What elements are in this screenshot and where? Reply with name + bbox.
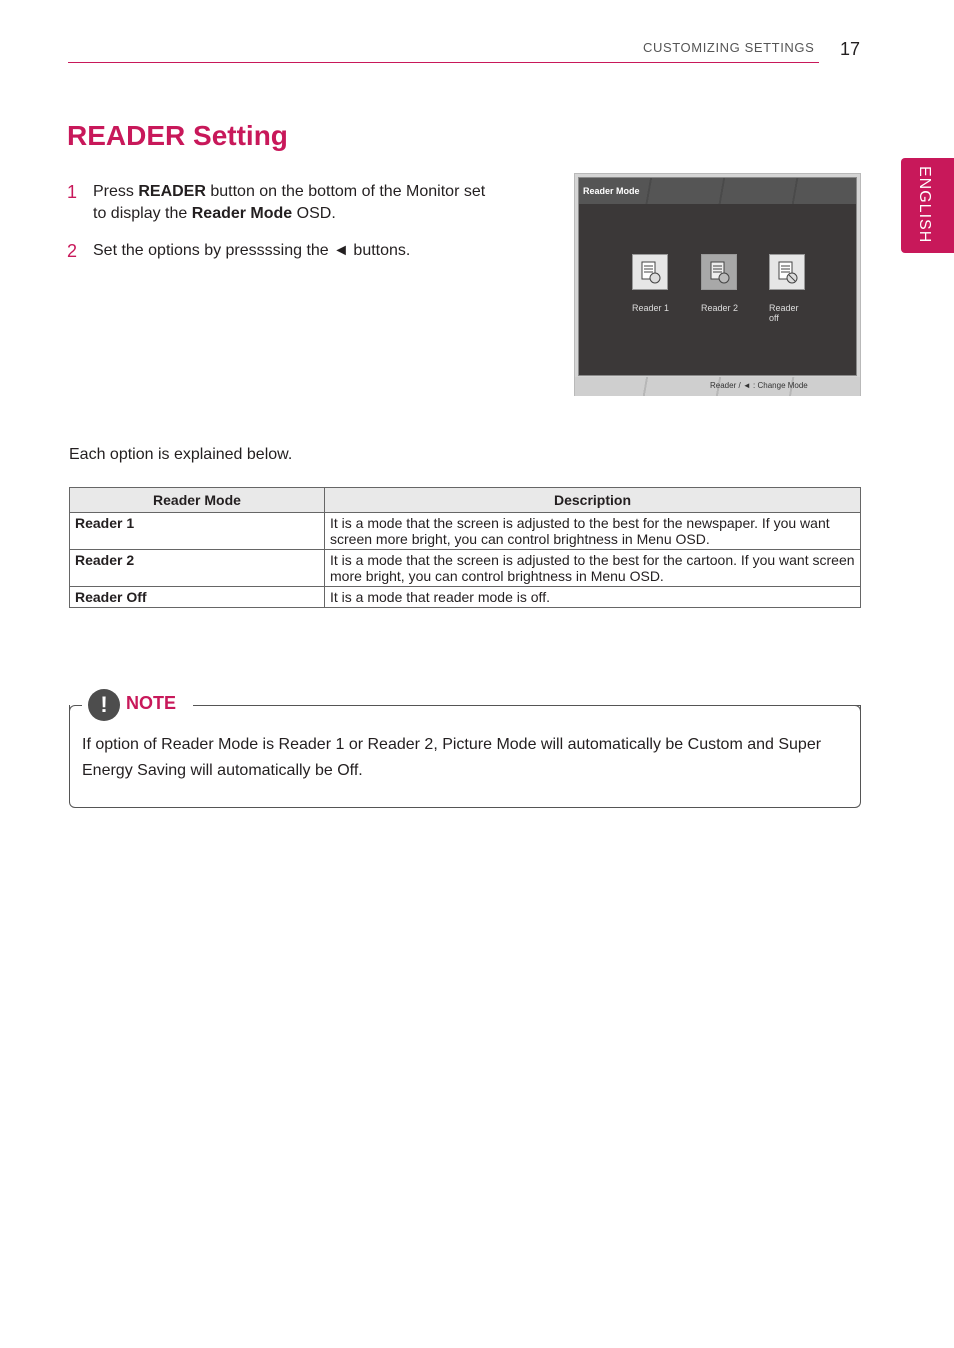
osd-screenshot xyxy=(574,173,861,396)
header-rule xyxy=(68,62,819,63)
reader-off-icon[interactable] xyxy=(769,254,805,290)
reader-button-name: READER xyxy=(138,183,206,200)
description-cell: It is a mode that reader mode is off. xyxy=(325,587,861,608)
step-2 xyxy=(67,240,497,262)
page-title: READER Setting xyxy=(67,120,288,151)
description-cell: It is a mode that the screen is adjusted to the best for the newspaper. If you want screen more bright, you can control brightness in Menu OSD. xyxy=(325,513,861,550)
exclamation-icon: ! xyxy=(88,689,120,721)
osd-window xyxy=(578,177,857,376)
section-header: CUSTOMIZING SETTINGS xyxy=(643,40,815,55)
table-header-row xyxy=(70,488,861,513)
language-tab xyxy=(901,158,954,253)
reader-2-icon[interactable] xyxy=(701,254,737,290)
step-text: Set the options by pressssing the ◄ buttons. xyxy=(93,242,411,259)
reader-off-label: Reader off xyxy=(769,303,799,323)
table-row xyxy=(70,550,861,587)
reader-1-icon[interactable] xyxy=(632,254,668,290)
reader-mode-table xyxy=(69,487,861,608)
step-text: Press READER button on the bottom of the Monitor set to display the Reader Mode OSD. xyxy=(93,183,486,222)
language-tab-label: ENGLISH xyxy=(916,166,933,244)
osd-title-bar xyxy=(579,178,856,204)
step-number: 2 xyxy=(67,241,78,261)
step-number: 1 xyxy=(67,182,78,202)
mode-cell: Reader 1 xyxy=(70,513,325,550)
header-reader-mode: Reader Mode xyxy=(70,488,325,513)
reader-2-label: Reader 2 xyxy=(701,303,739,313)
page-number: 17 xyxy=(840,39,861,59)
note-label: NOTE xyxy=(126,693,177,713)
description-cell: It is a mode that the screen is adjusted to the best for the cartoon. If you want screen more bright, you can control brightness in Menu OSD. xyxy=(325,550,861,587)
intro-text: Each option is explained below. xyxy=(69,446,293,463)
mode-cell: Reader 2 xyxy=(70,550,325,587)
header-description: Description xyxy=(325,488,861,513)
step-1 xyxy=(67,181,497,225)
osd-footer-text: Reader / ◄ : Change Mode xyxy=(710,381,808,390)
reader-1-label: Reader 1 xyxy=(632,303,670,313)
osd-title: Reader Mode xyxy=(583,186,640,196)
osd-footer xyxy=(575,377,860,396)
reader-mode-name: Reader Mode xyxy=(191,205,293,222)
mode-cell: Reader Off xyxy=(70,587,325,608)
note-box xyxy=(69,705,861,808)
table-row xyxy=(70,513,861,550)
note-text: If option of Reader Mode is Reader 1 or Reader 2, Picture Mode will automatically be Custom and Super Energy Saving will automatically be Off. xyxy=(82,736,822,779)
table-row xyxy=(70,587,861,608)
